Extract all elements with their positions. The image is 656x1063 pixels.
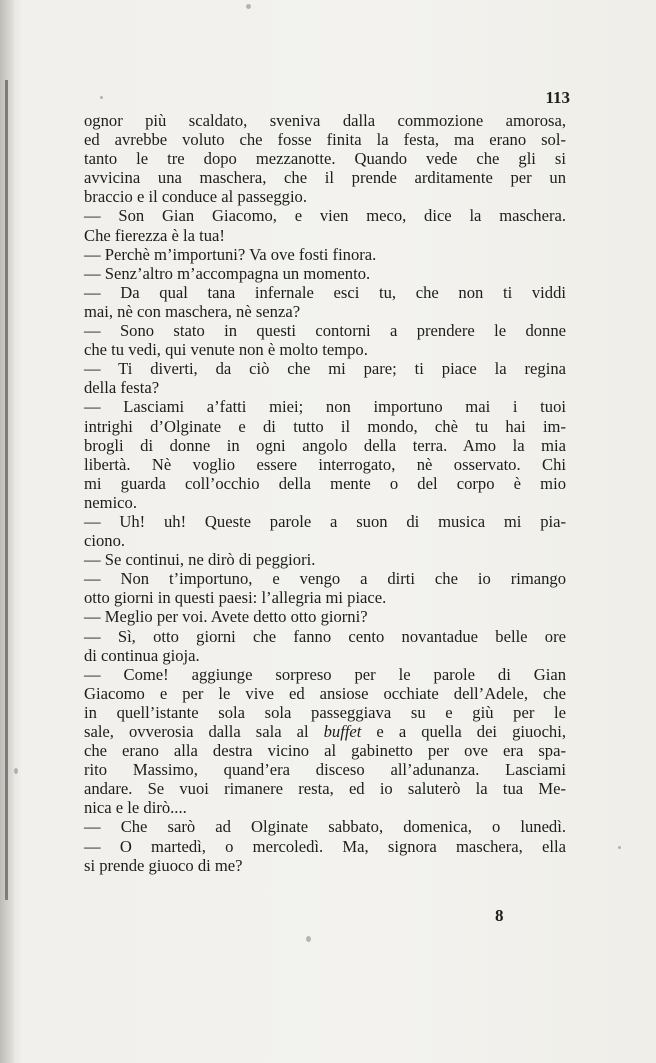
text-line: — Da qual tana infernale esci tu, che non ti viddi bbox=[84, 282, 566, 302]
text-line: mi guarda coll’occhio della mente o del corpo è mio bbox=[84, 473, 566, 493]
body-text bbox=[84, 111, 566, 875]
text-line: Che fierezza è la tua! bbox=[84, 225, 225, 245]
text-line: ed avrebbe voluto che fosse finita la festa, ma erano sol- bbox=[84, 130, 566, 150]
text-line: braccio e il conduce al passeggio. bbox=[84, 187, 308, 207]
text-line: andare. Se vuoi rimanere resta, ed io saluterò la tua Me- bbox=[84, 779, 566, 799]
text-line: intrighi d’Olginate e di tutto il mondo, chè tu hai im- bbox=[84, 416, 566, 436]
text-line: ognor più scaldato, sveniva dalla commozione amorosa, bbox=[84, 111, 566, 130]
text-line: — Ti diverti, da ciò che mi pare; ti piace la regina bbox=[84, 359, 566, 379]
text-line: rito Massimo, quand’era disceso all’adunanza. Lasciami bbox=[84, 760, 566, 780]
page-number: 113 bbox=[545, 88, 570, 107]
text-line: brogli di donne in ogni angolo della terra. Amo la mia bbox=[84, 435, 566, 455]
text-line: avvicina una maschera, che il prende arditamente per un bbox=[84, 168, 566, 188]
text-line: — Meglio per voi. Avete detto otto giorni? bbox=[84, 607, 368, 627]
text-line: che erano alla destra vicino al gabinetto per ove era spa- bbox=[84, 741, 566, 761]
ink-speck bbox=[100, 96, 103, 99]
text-line: otto giorni in questi paesi: l’allegria mi piace. bbox=[84, 588, 387, 608]
text-line: — Senz’altro m’accompagna un momento. bbox=[84, 263, 371, 283]
text-line: si prende giuoco di me? bbox=[84, 855, 243, 875]
text-line: — Non t’importuno, e vengo a dirti che io rimango bbox=[84, 569, 566, 589]
text-line: di continua gioja. bbox=[84, 645, 200, 665]
ink-speck bbox=[246, 4, 251, 9]
ink-speck bbox=[306, 936, 311, 942]
text-line: ciono. bbox=[84, 531, 126, 551]
text-line: — O martedì, o mercoledì. Ma, signora maschera, ella bbox=[84, 836, 566, 856]
text-line: sale, ovverosia dalla sala al buffet e a quella dei giuochi, bbox=[84, 722, 566, 741]
text-line: tanto le tre dopo mezzanotte. Quando vede che gli si bbox=[84, 149, 566, 169]
binding-shadow bbox=[5, 80, 8, 900]
ink-speck bbox=[14, 768, 18, 774]
text-line: — Sono stato in questi contorni a prendere le donne bbox=[84, 321, 566, 341]
text-line: — Che sarò ad Olginate sabbato, domenica, o lunedì. bbox=[84, 817, 566, 837]
text-line: — Se continui, ne dirò di peggiori. bbox=[84, 550, 316, 570]
text-line: nemico. bbox=[84, 492, 137, 512]
text-line: — Lasciami a’fatti miei; non importuno mai i tuoi bbox=[84, 397, 566, 417]
text-line: in quell’istante sola sola passeggiava su e giù per le bbox=[84, 702, 566, 722]
ink-speck bbox=[618, 846, 621, 849]
text-line: — Perchè m’importuni? Va ove fosti finora. bbox=[84, 244, 377, 264]
signature-mark: 8 bbox=[495, 906, 504, 925]
text-line: nica e le dirò.... bbox=[84, 798, 187, 818]
text-line: libertà. Nè voglio essere interrogato, nè osservato. Chi bbox=[84, 454, 566, 474]
text-line: — Son Gian Giacomo, e vien meco, dice la maschera. bbox=[84, 206, 566, 226]
text-line: — Sì, otto giorni che fanno cento novantadue belle ore bbox=[84, 626, 566, 646]
text-line: della festa? bbox=[84, 378, 160, 398]
text-line: Giacomo e per le vive ed ansiose occhiate dell’Adele, che bbox=[84, 683, 566, 703]
text-line: — Uh! uh! Queste parole a suon di musica mi pia- bbox=[84, 511, 566, 531]
text-line: mai, nè con maschera, nè senza? bbox=[84, 301, 301, 321]
text-line: che tu vedi, qui venute non è molto tempo. bbox=[84, 340, 368, 360]
text-line: — Come! aggiunge sorpreso per le parole di Gian bbox=[84, 664, 566, 684]
